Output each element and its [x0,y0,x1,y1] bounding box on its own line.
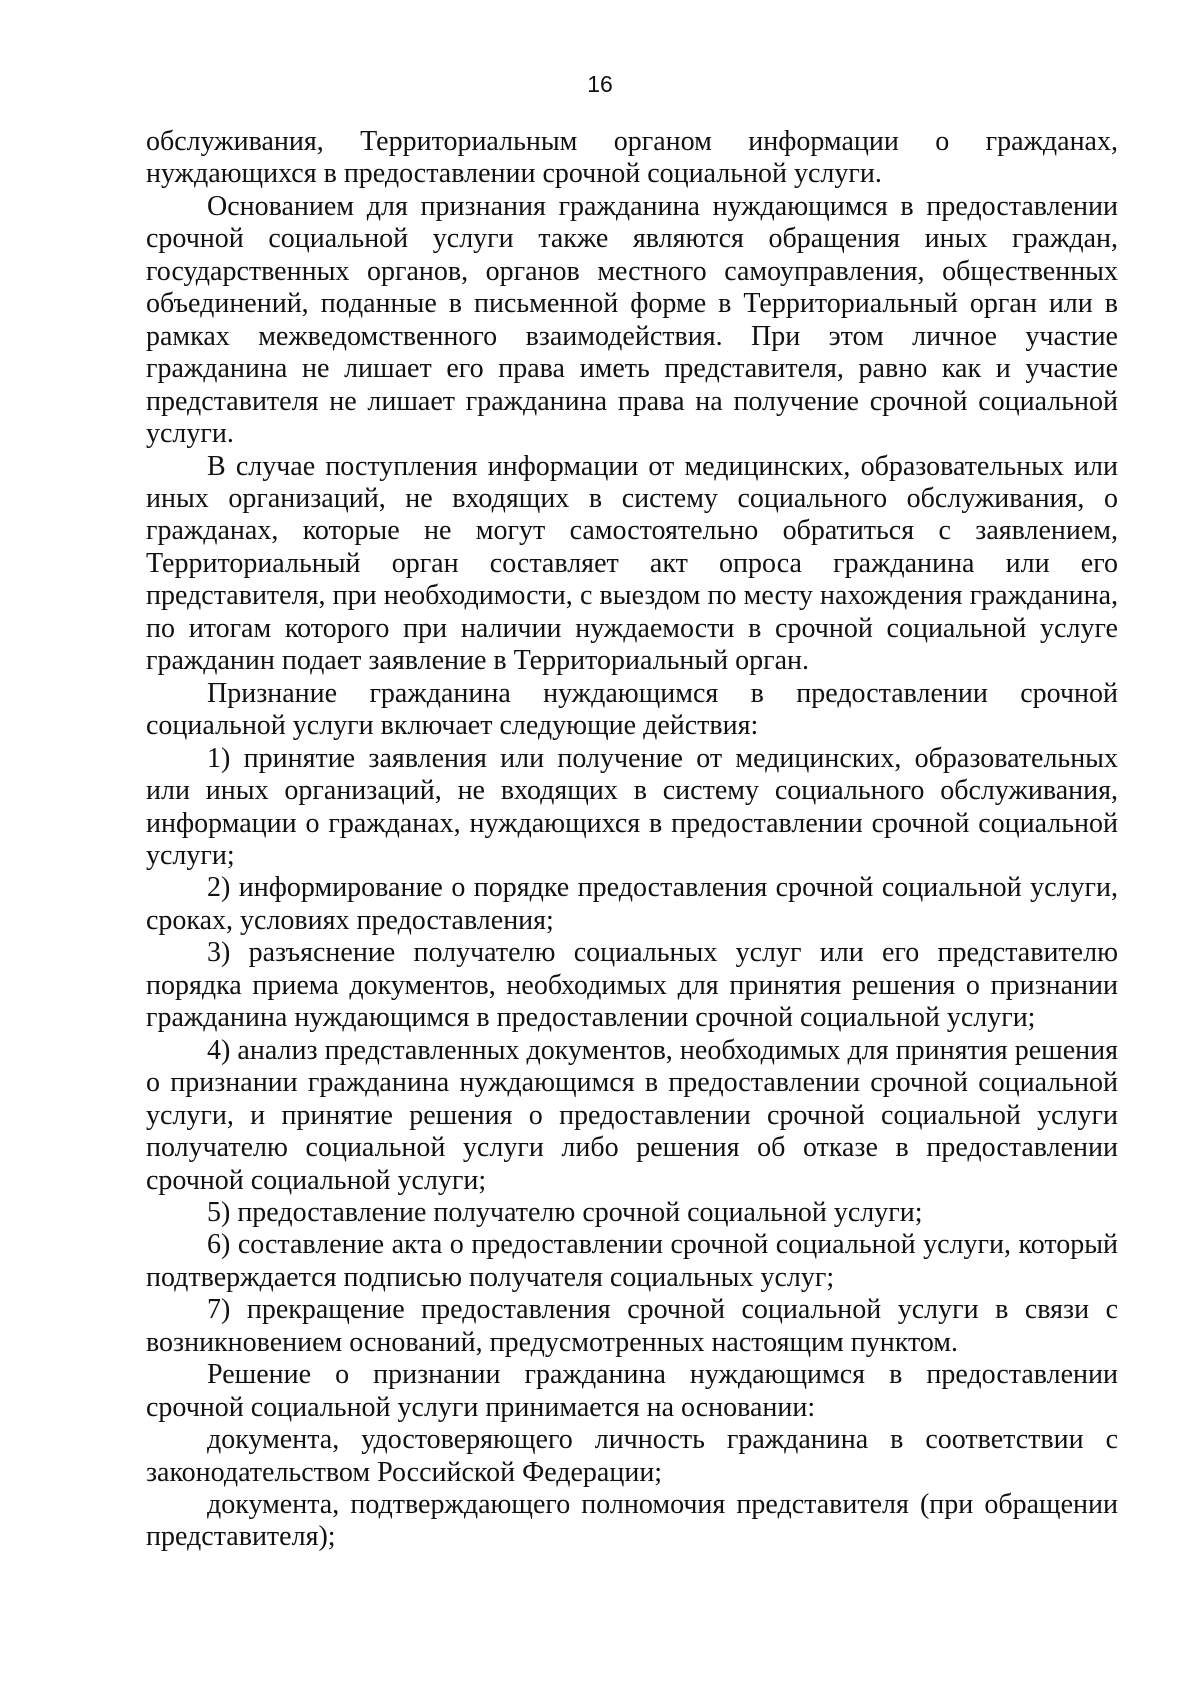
paragraph-information-receipt: В случае поступления информации от медицинских, образовательных или иных организаций, не входящих в систему социального обслуживания, о гражданах, которые не могут самостоятельно обратиться с заявлением, Территориальный орган составляет акт опроса гражданина или его представителя, при необходимости, с выездом по месту нахождения гражданина, по итогам которого при наличии нуждаемости в срочной социальной услуге гражданин подает заявление в Территориальный орган. [146,450,1118,677]
list-item-3: 3) разъяснение получателю социальных услуг или его представителю порядка приема документов, необходимых для принятия решения о признании гражданина нуждающимся в предоставлении срочной социальной услуги; [146,937,1118,1034]
paragraph-decision-basis: Решение о признании гражданина нуждающимся в предоставлении срочной социальной услуги принимается на основании: [146,1359,1118,1423]
list-item-2: 2) информирование о порядке предоставления срочной социальной услуги, сроках, условиях предоставления; [146,872,1118,936]
document-body [146,126,1118,1554]
list-item-5: 5) предоставление получателю срочной социальной услуги; [207,1196,923,1228]
list-item-4: 4) анализ представленных документов, необходимых для принятия решения о признании гражданина нуждающимся в предоставлении срочной социальной услуги, и принятие решения о предоставлении срочной социальной услуги получателю социальной услуги либо решения об отказе в предоставлении срочной социальной услуги; [146,1034,1118,1196]
paragraph-representative-document: документа, подтверждающего полномочия представителя (при обращении представителя); [146,1489,1118,1553]
list-item-1: 1) принятие заявления или получение от медицинских, образовательных или иных организаций, не входящих в систему социального обслуживания, информации о гражданах, нуждающихся в предоставлении срочной социальной услуги; [146,742,1118,871]
list-item-7: 7) прекращение предоставления срочной социальной услуги в связи с возникновением оснований, предусмотренных настоящим пунктом. [146,1294,1118,1358]
list-item-6: 6) составление акта о предоставлении срочной социальной услуги, который подтверждается подписью получателя социальных услуг; [146,1229,1118,1293]
paragraph-identity-document: документа, удостоверяющего личность гражданина в соответствии с законодательством Российской Федерации; [146,1424,1118,1488]
paragraph-grounds-for-recognition: Основанием для признания гражданина нуждающимся в предоставлении срочной социальной услуги также являются обращения иных граждан, государственных органов, органов местного самоуправления, общественных объединений, поданные в письменной форме в Территориальный орган или в рамках межведомственного взаимодействия. При этом личное участие гражданина не лишает его права иметь представителя, равно как и участие представителя не лишает гражданина права на получение срочной социальной услуги. [146,190,1118,450]
page-number: 16 [587,71,613,97]
paragraph-recognition-actions: Признание гражданина нуждающимся в предоставлении срочной социальной услуги включает следующие действия: [146,677,1118,742]
paragraph-continuation: обслуживания, Территориальным органом информации о гражданах, нуждающихся в предоставлении срочной социальной услуги. [146,126,1118,190]
